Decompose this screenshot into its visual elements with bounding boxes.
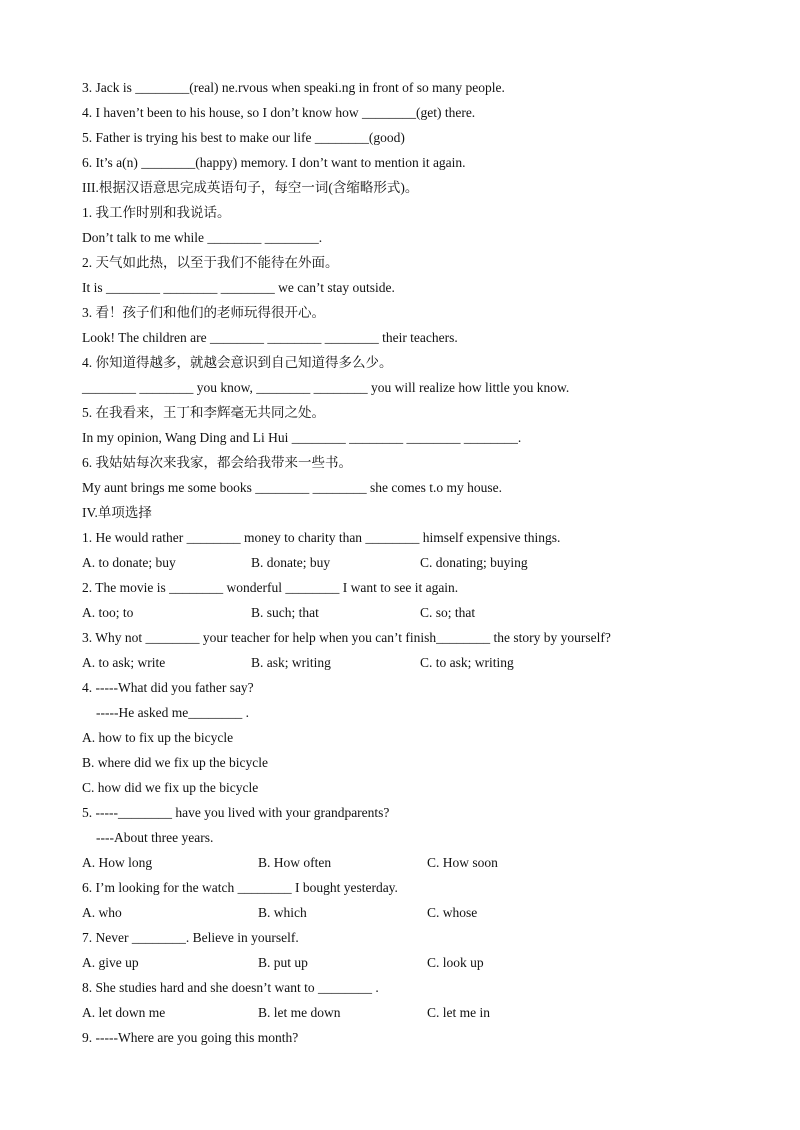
worksheet-line: 3. Jack is ________(real) ne.rvous when speaki.ng in front of so many people. [82,80,505,95]
answer-option: B. which [258,905,307,920]
worksheet-line: A. how to fix up the bicycle [82,730,234,745]
worksheet-line: C. how did we fix up the bicycle [82,780,259,795]
answer-option: A. to ask; write [82,655,166,670]
answer-options [82,650,762,675]
worksheet-line: 2. The movie is ________ wonderful ________ I want to see it again. [82,580,459,595]
dialogue-line: -----He asked me________ . [96,705,249,720]
answer-option: A. How long [82,855,153,870]
answer-option: B. donate; buy [251,555,331,570]
worksheet-line: Don’t talk to me while ________ ________. [82,230,323,245]
answer-options [82,600,762,625]
answer-option: A. give up [82,955,139,970]
worksheet-line: 4. I haven’t been to his house, so I don’t know how ________(get) there. [82,105,476,120]
worksheet-line: It is ________ ________ ________ we can’t stay outside. [82,280,395,295]
worksheet-line: 7. Never ________. Believe in yourself. [82,930,299,945]
worksheet-line: 6. I’m looking for the watch ________ I bought yesterday. [82,880,398,895]
worksheet-line: 9. -----Where are you going this month? [82,1030,299,1045]
worksheet-line: My aunt brings me some books ________ ________ she comes t.o my house. [82,480,502,495]
worksheet-line: 3. 看！孩子们和他们的老师玩得很开心。 [82,305,325,320]
answer-option: C. whose [427,905,478,920]
worksheet-line: 1. 我工作时别和我说话。 [82,205,231,220]
worksheet-line: III.根据汉语意思完成英语句子，每空一词(含缩略形式)。 [82,180,419,195]
worksheet-line: Look! The children are ________ ________ ________ their teachers. [82,330,458,345]
worksheet-line: ________ ________ you know, ________ ________ you will realize how little you know. [82,380,570,395]
answer-option: C. to ask; writing [420,655,514,670]
answer-options [82,900,762,925]
worksheet-line: 8. She studies hard and she doesn’t want to ________ . [82,980,379,995]
answer-option: C. donating; buying [420,555,528,570]
worksheet-line: In my opinion, Wang Ding and Li Hui ________ ________ ________ ________. [82,430,522,445]
worksheet-line: 5. Father is trying his best to make our life ________(good) [82,130,405,145]
answer-option: A. to donate; buy [82,555,176,570]
answer-option: B. How often [258,855,332,870]
worksheet-line: 5. -----________ have you lived with your grandparents? [82,805,390,820]
worksheet-line: 4. -----What did you father say? [82,680,254,695]
answer-option: B. such; that [251,605,319,620]
answer-option: B. let me down [258,1005,341,1020]
answer-option: C. let me in [427,1005,490,1020]
answer-option: B. ask; writing [251,655,331,670]
worksheet-content [82,75,762,1050]
answer-options [82,950,762,975]
answer-option: A. let down me [82,1005,166,1020]
worksheet-line: 3. Why not ________ your teacher for help when you can’t finish________ the story by yourself? [82,630,611,645]
worksheet-line: 6. 我姑姑每次来我家，都会给我带来一些书。 [82,455,352,470]
worksheet-line: IV.单项选择 [82,505,152,520]
answer-options [82,550,762,575]
worksheet-line: 2. 天气如此热，以至于我们不能待在外面。 [82,255,339,270]
worksheet-line: B. where did we fix up the bicycle [82,755,268,770]
answer-option: C. so; that [420,605,476,620]
dialogue-line: ----About three years. [96,830,214,845]
answer-option: C. look up [427,955,484,970]
worksheet-line: 4. 你知道得越多，就越会意识到自己知道得多么少。 [82,355,393,370]
answer-options [82,1000,762,1025]
answer-option: C. How soon [427,855,498,870]
answer-option: B. put up [258,955,308,970]
answer-option: A. who [82,905,122,920]
worksheet-line: 6. It’s a(n) ________(happy) memory. I don’t want to mention it again. [82,155,466,170]
worksheet-line: 1. He would rather ________ money to charity than ________ himself expensive things. [82,530,561,545]
worksheet-line: 5. 在我看来，王丁和李辉毫无共同之处。 [82,405,325,420]
answer-option: A. too; to [82,605,134,620]
answer-options [82,850,762,875]
